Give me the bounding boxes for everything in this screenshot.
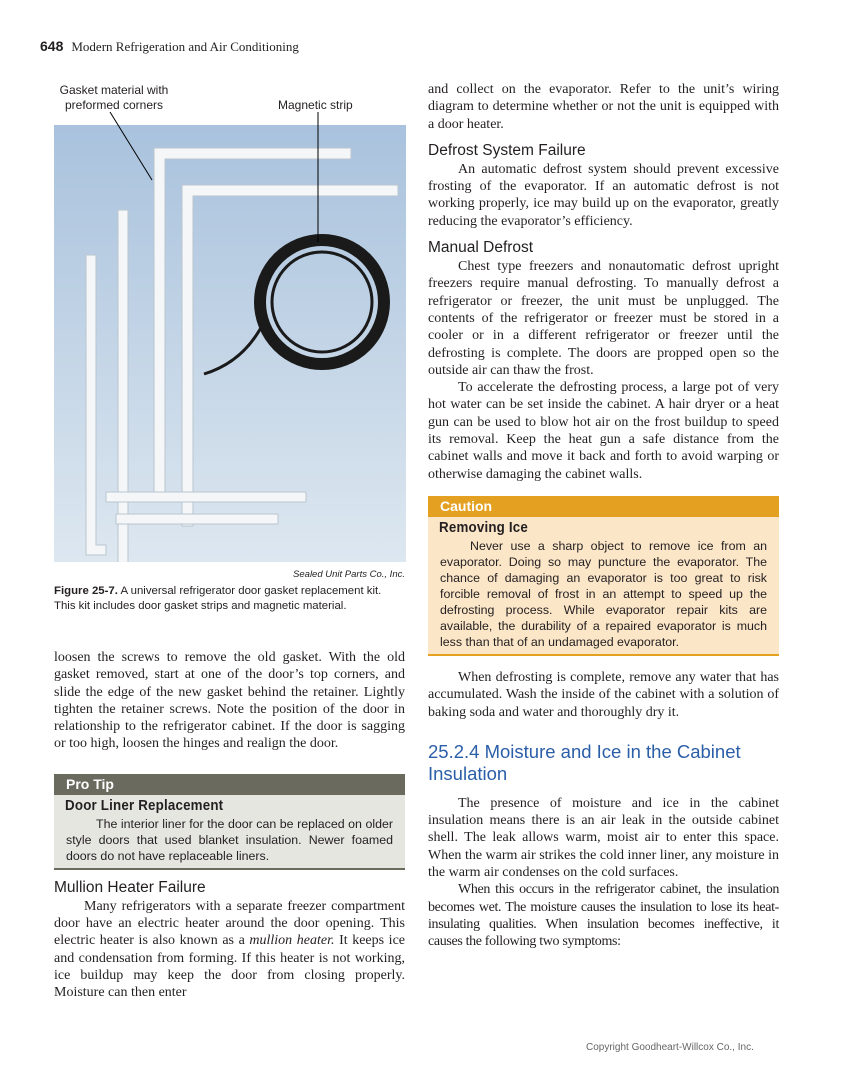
- heading-mullion-heater-failure: Mullion Heater Failure: [54, 878, 206, 896]
- figure-number: Figure 25-7.: [54, 585, 118, 597]
- paragraph: loosen the screws to remove the old gasket. With the old gasket removed, start at one of the door’s top corners, and slide the edge of the new gasket behind the retainer. Lightly tighten the retainer screws. Note the position of the door in relationship to the refrigerator cabinet. If the door is sagging or too high, loosen the hinges and realign the door.: [54, 650, 405, 752]
- section-heading: 25.2.4 Moisture and Ice in the Cabinet Insulation: [428, 740, 741, 784]
- running-header: [40, 38, 299, 55]
- paragraph: and collect on the evaporator. Refer to the unit’s wiring diagram to determine whether or not the unit is equipped with a door heater.: [428, 82, 779, 132]
- caption-text: A universal refrigerator door gasket replacement kit. This kit includes door gasket strips and magnetic material.: [54, 585, 382, 612]
- label-line: Gasket material with: [59, 83, 169, 97]
- paragraph: The presence of moisture and ice in the cabinet insulation means there is an air leak in the outside cabinet shell. The leak allows warm, moist air to enter this space. When the warm air strikes the cold inner liner, any moisture in the warm air condenses on the cold surfaces.: [428, 795, 779, 881]
- paragraph: When this occurs in the refrigerator cabinet, the insulation becomes wet. The moisture causes the insulation to lose its heat-insulating qualities. When insulation becomes ineffective, it causes the following two symptoms:: [428, 882, 779, 950]
- term-mullion-heater: mullion heater.: [249, 933, 335, 949]
- caution-box: [428, 496, 779, 656]
- paragraph: Chest type freezers and nonautomatic defrost upright freezers require manual defrosting. To manually defrost a refrigerator or freezer, the unit must be unplugged. The contents of the refrigerator or freezer must be stored in a cooler or in a different refrigerator or freezer until the defrosting is complete. The doors are propped open so the outside air can thaw the frost.: [428, 259, 779, 378]
- caution-label: Caution: [428, 496, 779, 517]
- pro-tip-label: Pro Tip: [54, 774, 405, 795]
- page-number: 648: [40, 38, 64, 54]
- paragraph: When defrosting is complete, remove any water that has accumulated. Wash the inside of the cabinet with a solution of baking soda and water and thoroughly dry it.: [428, 669, 779, 720]
- pro-tip-title: Door Liner Replacement: [65, 797, 224, 814]
- figure-label-magnetic: Magnetic strip: [278, 98, 353, 112]
- paragraph: An automatic defrost system should prevent excessive frosting of the evaporator. If an automatic defrost is not working properly, ice may build up on the evaporator, greatly reducing the evaporator’s efficiency.: [428, 161, 779, 229]
- copyright: Copyright Goodheart-Willcox Co., Inc.: [586, 1042, 754, 1053]
- caution-text: Never use a sharp object to remove ice from an evaporator. Doing so may puncture the evaporator. The chance of damaging an evaporator is too great to risk forcible removal of frost in an attempt to speed up the defrosting process. While evaporator repair kits are available, the durability of a repaired evaporator is much less than that of an undamaged evaporator.: [440, 538, 767, 649]
- paragraph: [54, 898, 405, 1002]
- heading-defrost-system-failure: Defrost System Failure: [428, 141, 586, 159]
- heading-manual-defrost: Manual Defrost: [428, 239, 534, 257]
- book-title: Modern Refrigeration and Air Conditioning: [71, 39, 299, 54]
- paragraph: To accelerate the defrosting process, a large pot of very hot water can be set inside the cabinet. A hair dryer or a heat gun can be used to blow hot air on the frost buildup to speed its removal. Keep the heat gun a safe distance from the cabinet walls and move it back and forth to avoid warping or otherwise damaging the cabinet walls.: [428, 380, 779, 482]
- text-run: Many refrigerators with a separate freezer compartment door have an electric heater around the door opening. This electric heater is also known as a: [54, 898, 405, 949]
- text-run: It keeps ice and condensation from forming. If this heater is not working, ice buildup may keep the door from closing properly. Moisture can then enter: [54, 933, 405, 1001]
- pro-tip-text: The interior liner for the door can be replaced on older style doors that used blanket insulation. Newer foamed doors do not have replaceable liners.: [66, 816, 393, 863]
- left-column: [54, 649, 405, 1002]
- label-line: preformed corners: [64, 98, 164, 112]
- gasket-kit-photo: [54, 112, 406, 562]
- photo-credit: Sealed Unit Parts Co., Inc.: [293, 569, 405, 580]
- figure-caption: [54, 584, 405, 614]
- caution-title: Removing Ice: [439, 519, 528, 536]
- pro-tip-box: [54, 774, 405, 870]
- right-column: [428, 81, 779, 951]
- figure-label-gasket: [56, 83, 172, 113]
